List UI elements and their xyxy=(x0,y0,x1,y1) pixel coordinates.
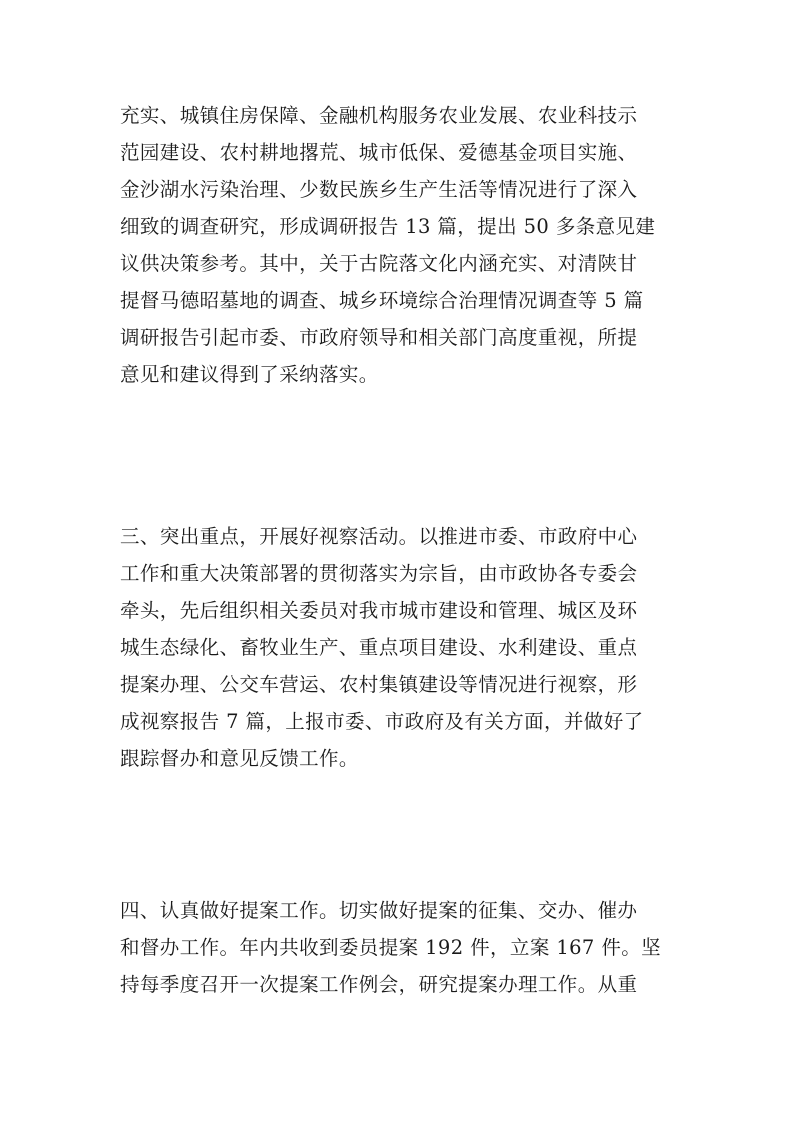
text-line: 提案办理、公交车营运、农村集镇建设等情况进行视察，形 xyxy=(120,673,638,696)
text-line: 三、突出重点，开展好视察活动。以推进市委、市政府中心 xyxy=(120,525,638,548)
text-line: 提督马德昭墓地的调查、城乡环境综合治理情况调查等 5 篇 xyxy=(120,289,644,312)
text-line: 城生态绿化、畜牧业生产、重点项目建设、水利建设、重点 xyxy=(120,636,638,659)
text-line: 四、认真做好提案工作。切实做好提案的征集、交办、催办 xyxy=(120,899,638,922)
text-line: 议供决策参考。其中，关于古院落文化内涵充实、对清陕甘 xyxy=(120,252,638,275)
text-line: 范园建设、农村耕地撂荒、城市低保、爱德基金项目实施、 xyxy=(120,141,638,164)
text-line: 持每季度召开一次提案工作例会，研究提案办理工作。从重 xyxy=(120,973,638,996)
text-line: 工作和重大决策部署的贯彻落实为宗旨，由市政协各专委会 xyxy=(120,562,638,585)
text-line: 意见和建议得到了采纳落实。 xyxy=(120,363,379,386)
text-line: 成视察报告 7 篇，上报市委、市政府及有关方面，并做好了 xyxy=(120,710,644,733)
text-line: 和督办工作。年内共收到委员提案 192 件，立案 167 件。坚 xyxy=(120,936,662,959)
text-line: 细致的调查研究，形成调研报告 13 篇，提出 50 多条意见建 xyxy=(120,215,656,238)
text-line: 牵头，先后组织相关委员对我市城市建设和管理、城区及环 xyxy=(120,599,638,622)
text-line: 调研报告引起市委、市政府领导和相关部门高度重视，所提 xyxy=(120,326,638,349)
text-line: 跟踪督办和意见反馈工作。 xyxy=(120,747,359,770)
text-line: 充实、城镇住房保障、金融机构服务农业发展、农业科技示 xyxy=(120,104,638,127)
text-line: 金沙湖水污染治理、少数民族乡生产生活等情况进行了深入 xyxy=(120,178,638,201)
